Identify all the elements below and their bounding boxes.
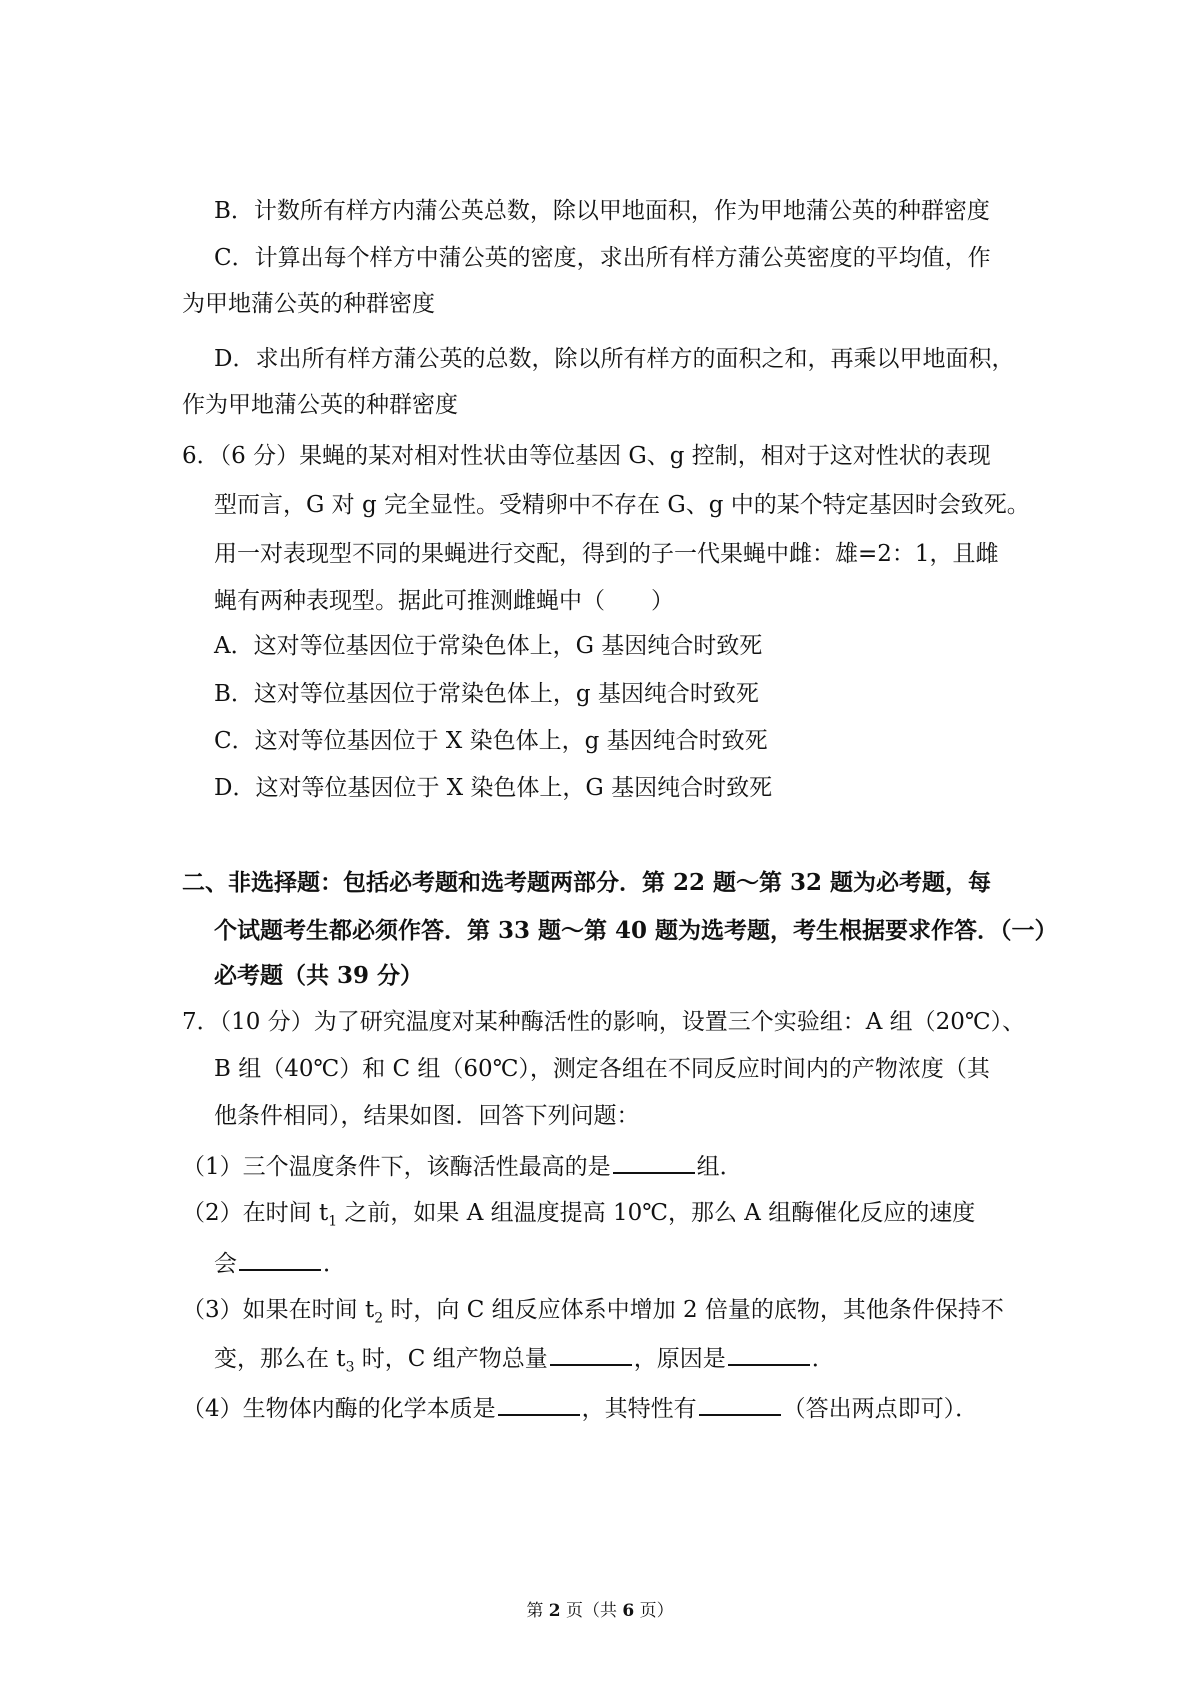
answer-blank [550,1342,632,1366]
answer-blank [613,1150,695,1174]
q5-option-b: B．计数所有样方内蒲公英总数，除以甲地面积，作为甲地蒲公英的种群密度 [214,198,990,224]
q7-sub3-text2: 变，那么在 t [214,1346,346,1372]
q7-sub3-line2 [214,1342,835,1374]
q5-option-c-line1: C．计算出每个样方中蒲公英的密度，求出所有样方蒲公英密度的平均值，作 [214,245,991,271]
answer-blank [239,1247,321,1271]
section2-heading-line1: 二、非选择题：包括必考题和选考题两部分．第 22 题～第 32 题为必考题，每 [182,869,992,896]
q7-stem-line2: B 组（40℃）和 C 组（60℃），测定各组在不同反应时间内的产物浓度（其 [214,1056,990,1082]
page-footer [0,1600,1200,1622]
q7-sub3-end: ． [811,1346,835,1372]
q6-stem-line4: 蝇有两种表现型。据此可推测雌蝇中（ ） [214,588,674,614]
answer-blank [699,1392,781,1416]
q7-sub3-text-cont: 时，向 C 组反应体系中增加 2 倍量的底物，其他条件保持不 [383,1297,1004,1323]
subscript-t2: 2 [374,1310,384,1327]
q7-sub2-end: ． [323,1251,346,1277]
q7-sub3-text4: ，原因是 [633,1346,726,1372]
q7-stem-line3: 他条件相同），结果如图．回答下列问题： [214,1103,640,1129]
footer-page-number: 2 [548,1601,561,1621]
q7-sub3 [182,1295,1004,1325]
q7-sub3-text3: 时，C 组产物总量 [354,1346,548,1372]
q6-stem-line2: 型而言，G 对 g 完全显性。受精卵中不存在 G、g 中的某个特定基因时会致死。 [214,492,1030,518]
q6-stem-line1: 6．（6 分）果蝇的某对相对性状由等位基因 G、g 控制，相对于这对性状的表现 [182,443,991,469]
q7-sub2-tail: 会 [214,1251,237,1277]
section2-heading-line2: 个试题考生都必须作答．第 33 题～第 40 题为选考题，考生根据要求作答．（一） [214,917,1058,944]
q6-stem-line3: 用一对表现型不同的果蝇进行交配，得到的子一代果蝇中雌：雄=2：1，且雌 [214,541,999,567]
q7-sub1-tail: 组． [696,1154,743,1180]
q7-sub4-text: （4）生物体内酶的化学本质是 [182,1396,496,1422]
q7-sub1 [182,1150,743,1182]
section2-heading-line3: 必考题（共 39 分） [214,962,424,989]
q5-option-d-line1: D．求出所有样方蒲公英的总数，除以所有样方的面积之和，再乘以甲地面积， [214,346,1015,372]
q7-sub3-text: （3）如果在时间 t [182,1297,375,1323]
footer-suffix: 页） [634,1601,674,1621]
footer-middle: 页（共 [560,1601,623,1621]
footer-total-pages: 6 [622,1601,635,1621]
q7-sub2-line2 [214,1247,346,1279]
q7-sub4 [182,1392,978,1424]
q6-option-a: A．这对等位基因位于常染色体上，G 基因纯合时致死 [214,633,763,659]
q6-option-b: B．这对等位基因位于常染色体上，g 基因纯合时致死 [214,681,759,707]
q6-option-d: D．这对等位基因位于 X 染色体上，G 基因纯合时致死 [214,775,773,801]
q5-option-d-line2: 作为甲地蒲公英的种群密度 [182,392,458,418]
q7-sub2-text: （2）在时间 t [182,1200,329,1226]
q7-sub1-text: （1）三个温度条件下，该酶活性最高的是 [182,1154,611,1180]
q7-sub2-text-cont: 之前，如果 A 组温度提高 10℃，那么 A 组酶催化反应的速度 [337,1200,976,1226]
q5-option-c-line2: 为甲地蒲公英的种群密度 [182,291,435,317]
q7-sub2 [182,1198,975,1228]
q6-option-c: C．这对等位基因位于 X 染色体上，g 基因纯合时致死 [214,728,768,754]
q7-sub4-text2: ，其特性有 [581,1396,697,1422]
answer-blank [728,1342,810,1366]
subscript-t1: 1 [328,1213,338,1230]
q7-stem-line1: 7．（10 分）为了研究温度对某种酶活性的影响，设置三个实验组：A 组（20℃）、 [182,1009,1026,1035]
answer-blank [498,1392,580,1416]
subscript-t3: 3 [345,1359,355,1376]
q7-sub4-end: （答出两点即可）． [782,1396,979,1422]
footer-prefix: 第 [526,1601,549,1621]
